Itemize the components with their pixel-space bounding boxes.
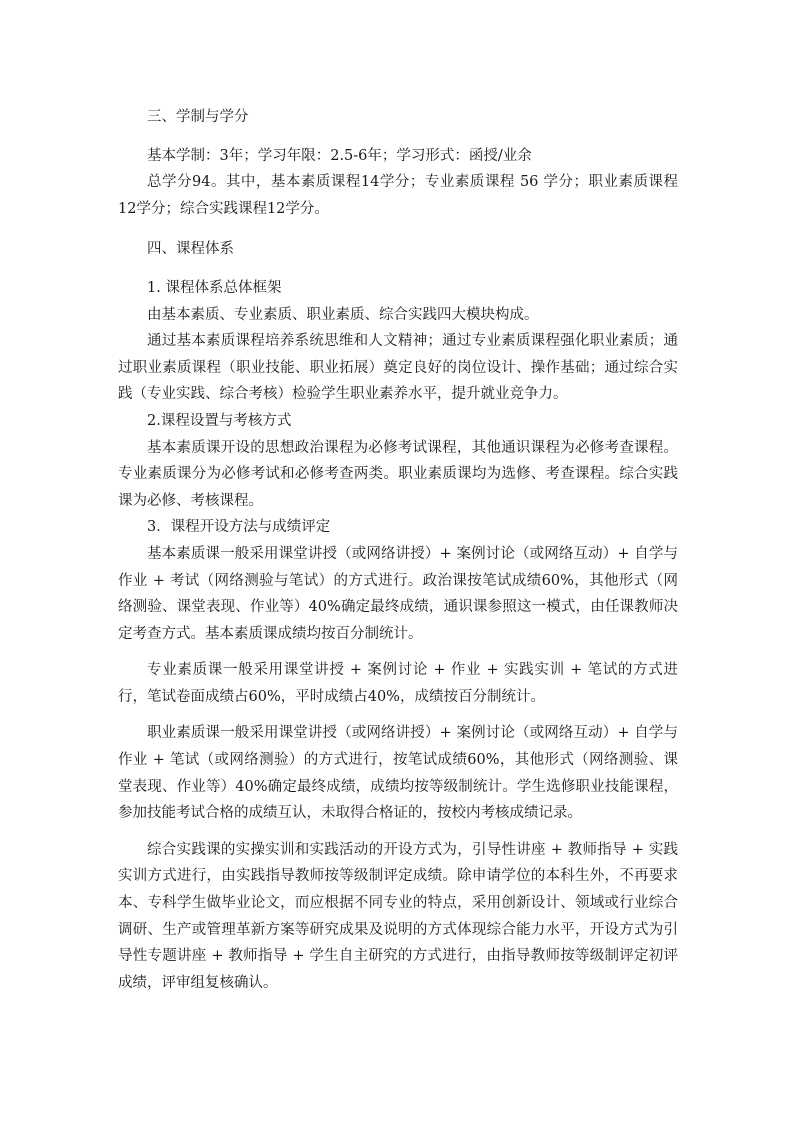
subsection-1-paragraph-1: 由基本素质、专业素质、职业素质、综合实践四大模块构成。 — [147, 306, 539, 323]
subsection-1-heading: 1. 课程体系总体框架 — [147, 279, 282, 296]
section-3-heading: 三、学制与学分 — [147, 109, 249, 125]
subsection-3-heading: 3．课程开设方法与成绩评定 — [147, 519, 331, 536]
section-4-heading: 四、课程体系 — [147, 241, 234, 258]
subsection-2-paragraph-1: 基本素质课开设的思想政治课程为必修考试课程，其他通识课程为必修考查课程。专业素质课分为必修考试和必修考查两类。职业素质课均为选修、考查课程。综合实践课为必修、考核课程。 — [118, 439, 678, 509]
subsection-3-paragraph-4: 综合实践课的实操实训和实践活动的开设方式为，引导性讲座 + 教师指导 + 实践实训方式进行，由实践指导教师按等级制评定成绩。除申请学位的本科生外，不再要求本、专科学生做毕业论文，而应根据不同专业的特点，采用创新设计、领域或行业综合调研、生产或管理革新方案等研究成果及说明的方式体现综合能力水平，开设方式为引导性专题讲座 + 教师指导 + 学生自主研究的方式进行，由指导教师按等级制评定初评成绩，评审组复核确认。 — [118, 841, 678, 991]
document-page — [118, 104, 678, 996]
section-3-paragraph-2: 总学分94。其中，基本素质课程14学分；专业素质课程 56 学分；职业素质课程12学分；综合实践课程12学分。 — [118, 174, 678, 217]
subsection-3-paragraph-1: 基本素质课一般采用课堂讲授（或网络讲授）+ 案例讨论（或网络互动）+ 自学与作业 + 考试（网络测验与笔试）的方式进行。政治课按笔试成绩60%，其他形式（网络测验、课堂表现、作业等）40%确定最终成绩，通识课参照这一模式，由任课教师决定考查方式。基本素质课成绩均按百分制统计。 — [118, 545, 678, 642]
section-3-paragraph-1: 基本学制：3年；学习年限：2.5-6年；学习形式：函授/业余 — [147, 147, 532, 164]
subsection-3-paragraph-2: 专业素质课一般采用课堂讲授 + 案例讨论 + 作业 + 实践实训 + 笔试的方式进行，笔试卷面成绩占60%，平时成绩占40%，成绩按百分制统计。 — [118, 662, 678, 705]
subsection-3-paragraph-3: 职业素质课一般采用课堂讲授（或网络讲授）+ 案例讨论（或网络互动）+ 自学与作业 + 笔试（或网络测验）的方式进行，按笔试成绩60%，其他形式（网络测验、课堂表现、作业等）40%确定最终成绩，成绩均按等级制统计。学生选修职业技能课程，参加技能考试合格的成绩互认，未取得合格证的，按校内考核成绩记录。 — [118, 725, 678, 822]
subsection-1-paragraph-2: 通过基本素质课程培养系统思维和人文精神；通过专业素质课程强化职业素质；通过职业素质课程（职业技能、职业拓展）奠定良好的岗位设计、操作基础；通过综合实践（专业实践、综合考核）检验学生职业素养水平，提升就业竞争力。 — [118, 333, 678, 403]
subsection-2-heading: 2.课程设置与考核方式 — [147, 412, 292, 429]
